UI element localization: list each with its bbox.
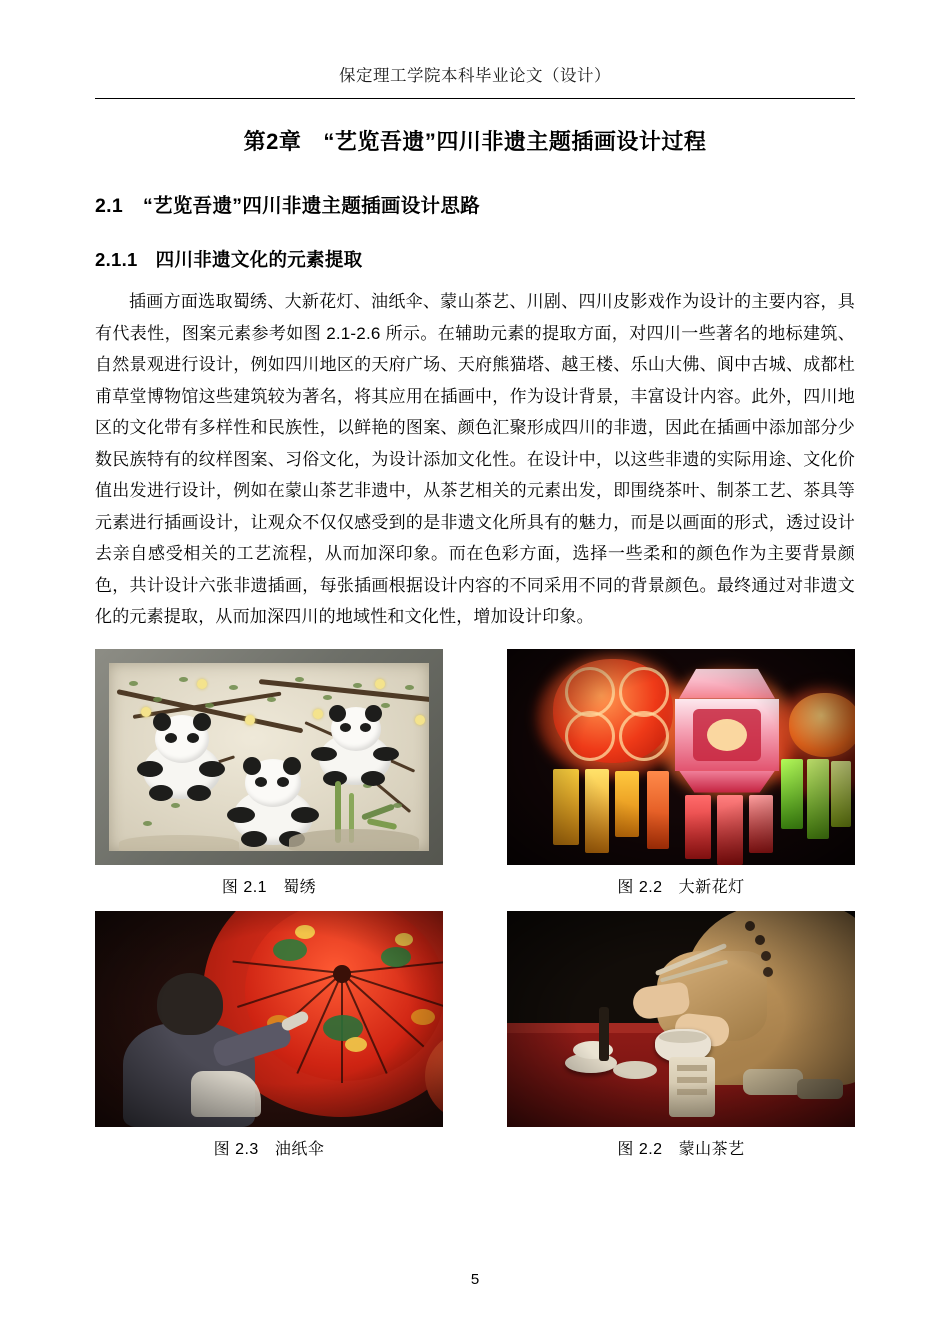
figure-number-lantern: 图 2.2 xyxy=(617,878,663,896)
section-heading-2-1-1 xyxy=(95,246,855,272)
figure-label-shuxiu: 蜀绣 xyxy=(283,878,317,896)
section-number-2-1: 2.1 xyxy=(95,195,124,217)
figure-label-lantern: 大新花灯 xyxy=(678,878,745,896)
section-heading-2-1 xyxy=(95,190,855,218)
section-title-2-1: “艺览吾遗”四川非遗主题插画设计思路 xyxy=(143,195,480,217)
shuxiu-illustration xyxy=(95,649,443,865)
chapter-heading-text: “艺览吾遗”四川非遗主题插画设计过程 xyxy=(323,129,707,154)
lantern-illustration xyxy=(507,649,855,865)
figure-image-shuxiu xyxy=(95,649,443,865)
figure-tea xyxy=(507,911,855,1173)
figure-caption-lantern xyxy=(507,874,855,897)
umbrella-illustration xyxy=(95,911,443,1127)
chapter-title xyxy=(95,125,855,156)
figure-image-tea xyxy=(507,911,855,1127)
figure-caption-shuxiu xyxy=(95,874,443,897)
chapter-number: 第2章 xyxy=(243,129,302,154)
figure-gallery xyxy=(95,649,855,1173)
figure-lantern xyxy=(507,649,855,911)
figure-number-tea: 图 2.2 xyxy=(617,1140,663,1158)
tea-illustration xyxy=(507,911,855,1127)
page-number: 5 xyxy=(470,1271,480,1288)
section-number-2-1-1: 2.1.1 xyxy=(95,249,138,270)
figure-shuxiu xyxy=(95,649,443,911)
figure-row-1 xyxy=(95,649,855,911)
body-paragraph: 插画方面选取蜀绣、大新花灯、油纸伞、蒙山茶艺、川剧、四川皮影戏作为设计的主要内容，具有代表性，图案元素参考如图 2.1-2.6 所示。在辅助元素的提取方面，对四川一些著名的地标建筑、自然景观进行设计，例如四川地区的天府广场、天府熊猫塔、越王楼、乐山大佛、阆中古城、成都杜甫草堂博物馆这些建筑较为著名，将其应用在插画中，作为设计背景，丰富设计内容。此外，四川地区的文化带有多样性和民族性，以鲜艳的图案、颜色汇聚形成四川的非遗，因此在插画中添加部分少数民族特有的纹样图案、习俗文化，为设计添加文化性。在设计中，以这些非遗的实际用途、文化价值出发进行设计，例如在蒙山茶艺非遗中，从茶艺相关的元素出发，即围绕茶叶、制茶工艺、茶具等元素进行插画设计，让观众不仅仅感受到的是非遗文化所具有的魅力，而是以画面的形式，透过设计去亲自感受相关的工艺流程，从而加深印象。而在色彩方面，选择一些柔和的颜色作为主要背景颜色，共计设计六张非遗插画，每张插画根据设计内容的不同采用不同的背景颜色。最终通过对非遗文化的元素提取，从而加深四川的地域性和文化性，增加设计印象。 xyxy=(95,292,855,626)
figure-label-umbrella: 油纸伞 xyxy=(274,1140,325,1158)
figure-label-tea: 蒙山茶艺 xyxy=(678,1140,745,1158)
figure-caption-umbrella xyxy=(95,1136,443,1159)
figure-caption-tea xyxy=(507,1136,855,1159)
section-title-2-1-1: 四川非遗文化的元素提取 xyxy=(155,249,363,270)
figure-number-shuxiu: 图 2.1 xyxy=(221,878,268,896)
figure-image-lantern xyxy=(507,649,855,865)
running-head: 保定理工学院本科毕业论文（设计） xyxy=(339,67,611,85)
figure-umbrella xyxy=(95,911,443,1173)
figure-image-umbrella xyxy=(95,911,443,1127)
figure-number-umbrella: 图 2.3 xyxy=(213,1140,259,1158)
header-divider xyxy=(95,98,855,99)
figure-row-2 xyxy=(95,911,855,1173)
